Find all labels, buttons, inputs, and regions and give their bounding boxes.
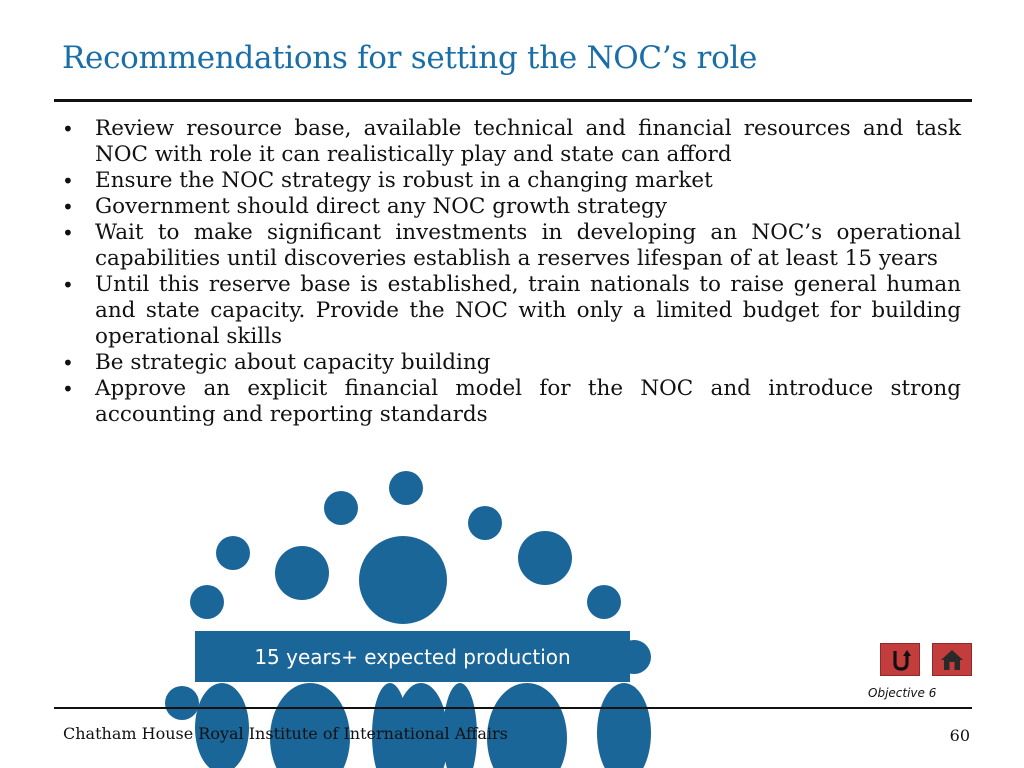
bullet-text: Approve an explicit financial model for the NOC and introduce strong accounting and reporting standards	[95, 376, 961, 427]
decor-circle	[468, 506, 502, 540]
decor-circle	[324, 491, 358, 525]
decor-circle	[518, 531, 572, 585]
bullet-text: Wait to make significant investments in developing an NOC’s operational capabilities until discoveries establish a reserves lifespan of at least 15 years	[95, 220, 961, 271]
back-button[interactable]	[880, 643, 920, 676]
home-button[interactable]	[932, 643, 972, 676]
decor-circle	[587, 585, 621, 619]
bullet-text: Government should direct any NOC growth strategy	[95, 194, 667, 219]
page-number: 60	[949, 726, 970, 745]
bullet-marker: •	[62, 351, 74, 375]
bullet-marker: •	[62, 273, 74, 297]
bullet-marker: •	[62, 377, 74, 401]
bullet-text: Ensure the NOC strategy is robust in a changing market	[95, 168, 713, 193]
decor-figure	[597, 683, 651, 768]
decor-circle	[389, 471, 423, 505]
production-banner-label: 15 years+ expected production	[254, 644, 571, 669]
u-turn-arrow-icon	[887, 647, 913, 673]
bullet-marker: •	[62, 169, 74, 193]
home-icon	[939, 647, 965, 673]
bullet-marker: •	[62, 117, 74, 141]
decor-circle	[165, 686, 199, 720]
decor-circle	[216, 536, 250, 570]
slide-title: Recommendations for setting the NOC’s role	[62, 40, 758, 76]
bullet-text: Be strategic about capacity building	[95, 350, 491, 375]
bullet-marker: •	[62, 221, 74, 245]
decor-circle	[275, 546, 329, 600]
bullet-marker: •	[62, 195, 74, 219]
bullet-text: Review resource base, available technical and financial resources and task NOC with role it can realistically play and state can afford	[95, 116, 961, 167]
footer-text: Chatham House Royal Institute of International Affairs	[63, 724, 508, 743]
decor-circle	[190, 585, 224, 619]
bullet-text: Until this reserve base is established, train nationals to raise general human and state capacity. Provide the NOC with only a limited budget for building operational skills	[95, 272, 961, 349]
decor-circle	[359, 536, 447, 624]
footer-divider	[54, 707, 972, 709]
objective-label[interactable]: Objective 6	[868, 686, 937, 700]
